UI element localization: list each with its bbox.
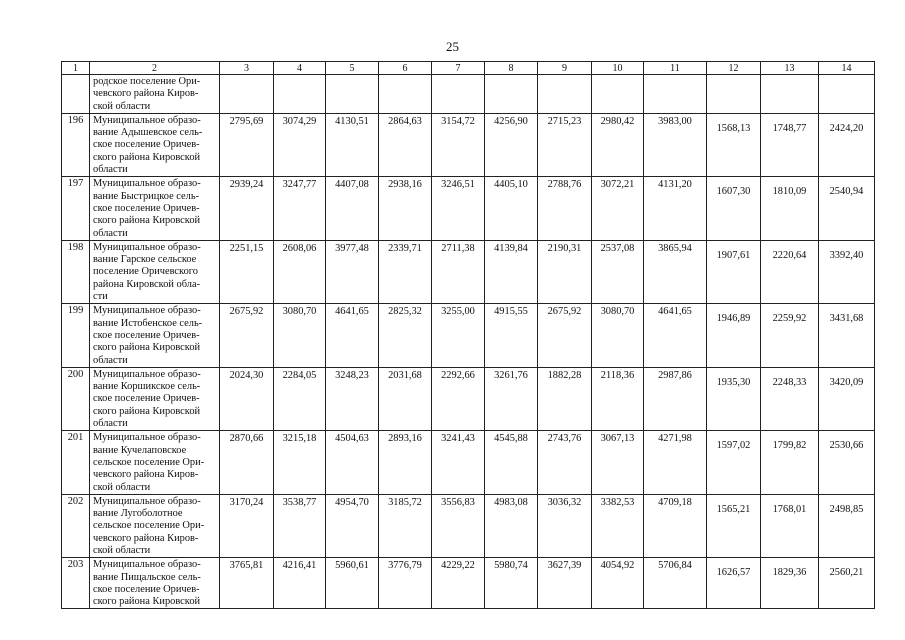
value-cell	[432, 75, 485, 114]
column-header: 7	[432, 62, 485, 75]
value-cell: 2251,15	[220, 240, 274, 303]
value-cell: 3080,70	[274, 304, 326, 367]
value-cell: 3392,40	[819, 240, 875, 303]
row-number-cell: 199	[62, 304, 90, 367]
value-cell: 3170,24	[220, 494, 274, 557]
value-cell: 4641,65	[644, 304, 707, 367]
value-cell: 4054,92	[592, 558, 644, 609]
column-header: 3	[220, 62, 274, 75]
value-cell: 1597,02	[707, 431, 761, 494]
value-cell: 1768,01	[761, 494, 819, 557]
value-cell	[220, 75, 274, 114]
value-cell	[761, 75, 819, 114]
value-cell: 3154,72	[432, 113, 485, 176]
value-cell: 2675,92	[538, 304, 592, 367]
value-cell: 1935,30	[707, 367, 761, 430]
column-header: 10	[592, 62, 644, 75]
column-header: 2	[90, 62, 220, 75]
value-cell: 2118,36	[592, 367, 644, 430]
value-cell	[326, 75, 379, 114]
value-cell: 3538,77	[274, 494, 326, 557]
value-cell: 2870,66	[220, 431, 274, 494]
value-cell: 2788,76	[538, 177, 592, 240]
value-cell	[592, 75, 644, 114]
table-row	[62, 431, 875, 494]
value-cell: 3036,32	[538, 494, 592, 557]
value-cell: 2864,63	[379, 113, 432, 176]
value-cell: 3420,09	[819, 367, 875, 430]
value-cell: 2980,42	[592, 113, 644, 176]
value-cell: 4983,08	[485, 494, 538, 557]
value-cell: 1882,28	[538, 367, 592, 430]
row-number-cell: 196	[62, 113, 90, 176]
row-number-cell: 202	[62, 494, 90, 557]
value-cell: 3080,70	[592, 304, 644, 367]
value-cell: 2530,66	[819, 431, 875, 494]
municipality-name-cell: родское поселение Ори- чевского района Киров- ской области	[90, 75, 220, 114]
column-header: 9	[538, 62, 592, 75]
value-cell: 1607,30	[707, 177, 761, 240]
table-row	[62, 494, 875, 557]
value-cell: 2220,64	[761, 240, 819, 303]
value-cell: 2540,94	[819, 177, 875, 240]
row-number-cell	[62, 75, 90, 114]
value-cell	[274, 75, 326, 114]
value-cell: 3215,18	[274, 431, 326, 494]
column-header: 4	[274, 62, 326, 75]
column-header: 8	[485, 62, 538, 75]
value-cell: 5960,61	[326, 558, 379, 609]
municipality-name-cell: Муниципальное образо- вание Быстрицкое сель- ское поселение Оричев- ского района Кировской области	[90, 177, 220, 240]
value-cell: 4216,41	[274, 558, 326, 609]
value-cell: 3185,72	[379, 494, 432, 557]
value-cell: 3865,94	[644, 240, 707, 303]
value-cell: 3074,29	[274, 113, 326, 176]
table-row	[62, 240, 875, 303]
municipality-name-cell: Муниципальное образо- вание Адышевское сель- ское поселение Оричев- ского района Кировской области	[90, 113, 220, 176]
table-row	[62, 558, 875, 609]
value-cell: 2560,21	[819, 558, 875, 609]
value-cell: 2939,24	[220, 177, 274, 240]
table-row	[62, 304, 875, 367]
value-cell: 1565,21	[707, 494, 761, 557]
value-cell: 1810,09	[761, 177, 819, 240]
column-header: 6	[379, 62, 432, 75]
value-cell: 2795,69	[220, 113, 274, 176]
value-cell: 3977,48	[326, 240, 379, 303]
table-row	[62, 367, 875, 430]
value-cell: 4954,70	[326, 494, 379, 557]
value-cell	[379, 75, 432, 114]
value-cell: 2675,92	[220, 304, 274, 367]
value-cell: 4915,55	[485, 304, 538, 367]
page-number: 25	[446, 39, 459, 54]
value-cell: 2024,30	[220, 367, 274, 430]
column-header: 1	[62, 62, 90, 75]
value-cell: 4139,84	[485, 240, 538, 303]
value-cell: 2608,06	[274, 240, 326, 303]
value-cell	[644, 75, 707, 114]
value-cell: 2259,92	[761, 304, 819, 367]
value-cell: 2537,08	[592, 240, 644, 303]
value-cell: 3261,76	[485, 367, 538, 430]
value-cell: 2284,05	[274, 367, 326, 430]
value-cell: 4131,20	[644, 177, 707, 240]
value-cell: 2711,38	[432, 240, 485, 303]
value-cell: 3255,00	[432, 304, 485, 367]
value-cell: 4545,88	[485, 431, 538, 494]
municipality-name-cell: Муниципальное образо- вание Истобенское сель- ское поселение Оричев- ского района Кировской области	[90, 304, 220, 367]
value-cell: 3382,53	[592, 494, 644, 557]
column-header: 5	[326, 62, 379, 75]
value-cell: 2498,85	[819, 494, 875, 557]
column-header: 12	[707, 62, 761, 75]
value-cell: 4271,98	[644, 431, 707, 494]
value-cell	[819, 75, 875, 114]
value-cell: 4405,10	[485, 177, 538, 240]
value-cell: 2743,76	[538, 431, 592, 494]
row-number-cell: 201	[62, 431, 90, 494]
column-header: 11	[644, 62, 707, 75]
value-cell: 1907,61	[707, 240, 761, 303]
value-cell: 4130,51	[326, 113, 379, 176]
value-cell: 5706,84	[644, 558, 707, 609]
value-cell: 4407,08	[326, 177, 379, 240]
value-cell: 4256,90	[485, 113, 538, 176]
value-cell	[707, 75, 761, 114]
value-cell: 1626,57	[707, 558, 761, 609]
value-cell: 3247,77	[274, 177, 326, 240]
value-cell: 1829,36	[761, 558, 819, 609]
value-cell: 5980,74	[485, 558, 538, 609]
value-cell: 2339,71	[379, 240, 432, 303]
value-cell: 4641,65	[326, 304, 379, 367]
row-number-cell: 203	[62, 558, 90, 609]
value-cell: 2248,33	[761, 367, 819, 430]
value-cell: 2938,16	[379, 177, 432, 240]
value-cell: 3067,13	[592, 431, 644, 494]
municipality-name-cell: Муниципальное образо- вание Коршикское сель- ское поселение Оричев- ского района Кировской области	[90, 367, 220, 430]
row-number-cell: 198	[62, 240, 90, 303]
continuation-row	[62, 75, 875, 114]
municipality-name-cell: Муниципальное образо- вание Гарское сельское поселение Оричевского района Кировской обла- сти	[90, 240, 220, 303]
municipality-name-cell: Муниципальное образо- вание Пищальское сель- ское поселение Оричев- ского района Кировской	[90, 558, 220, 609]
value-cell: 4504,63	[326, 431, 379, 494]
table-row	[62, 113, 875, 176]
value-cell	[538, 75, 592, 114]
value-cell: 2825,32	[379, 304, 432, 367]
value-cell: 3072,21	[592, 177, 644, 240]
value-cell: 3246,51	[432, 177, 485, 240]
value-cell: 3431,68	[819, 304, 875, 367]
column-header: 13	[761, 62, 819, 75]
municipality-name-cell: Муниципальное образо- вание Кучелаповское сельское поселение Ори- чевского района Киров- ской области	[90, 431, 220, 494]
row-number-cell: 197	[62, 177, 90, 240]
value-cell: 4229,22	[432, 558, 485, 609]
value-cell: 3627,39	[538, 558, 592, 609]
column-header: 14	[819, 62, 875, 75]
data-table	[61, 61, 875, 609]
municipality-name-cell: Муниципальное образо- вание Лугоболотное сельское поселение Ори- чевского района Киров- ской области	[90, 494, 220, 557]
value-cell: 3776,79	[379, 558, 432, 609]
value-cell: 1799,82	[761, 431, 819, 494]
value-cell: 1946,89	[707, 304, 761, 367]
value-cell: 2893,16	[379, 431, 432, 494]
value-cell	[485, 75, 538, 114]
value-cell: 3241,43	[432, 431, 485, 494]
value-cell: 1748,77	[761, 113, 819, 176]
value-cell: 2715,23	[538, 113, 592, 176]
value-cell: 2987,86	[644, 367, 707, 430]
value-cell: 2424,20	[819, 113, 875, 176]
value-cell: 3248,23	[326, 367, 379, 430]
value-cell: 2190,31	[538, 240, 592, 303]
value-cell: 3983,00	[644, 113, 707, 176]
value-cell: 3556,83	[432, 494, 485, 557]
value-cell: 4709,18	[644, 494, 707, 557]
value-cell: 2292,66	[432, 367, 485, 430]
table-header-row	[62, 62, 875, 75]
table-row	[62, 177, 875, 240]
value-cell: 3765,81	[220, 558, 274, 609]
row-number-cell: 200	[62, 367, 90, 430]
value-cell: 1568,13	[707, 113, 761, 176]
value-cell: 2031,68	[379, 367, 432, 430]
